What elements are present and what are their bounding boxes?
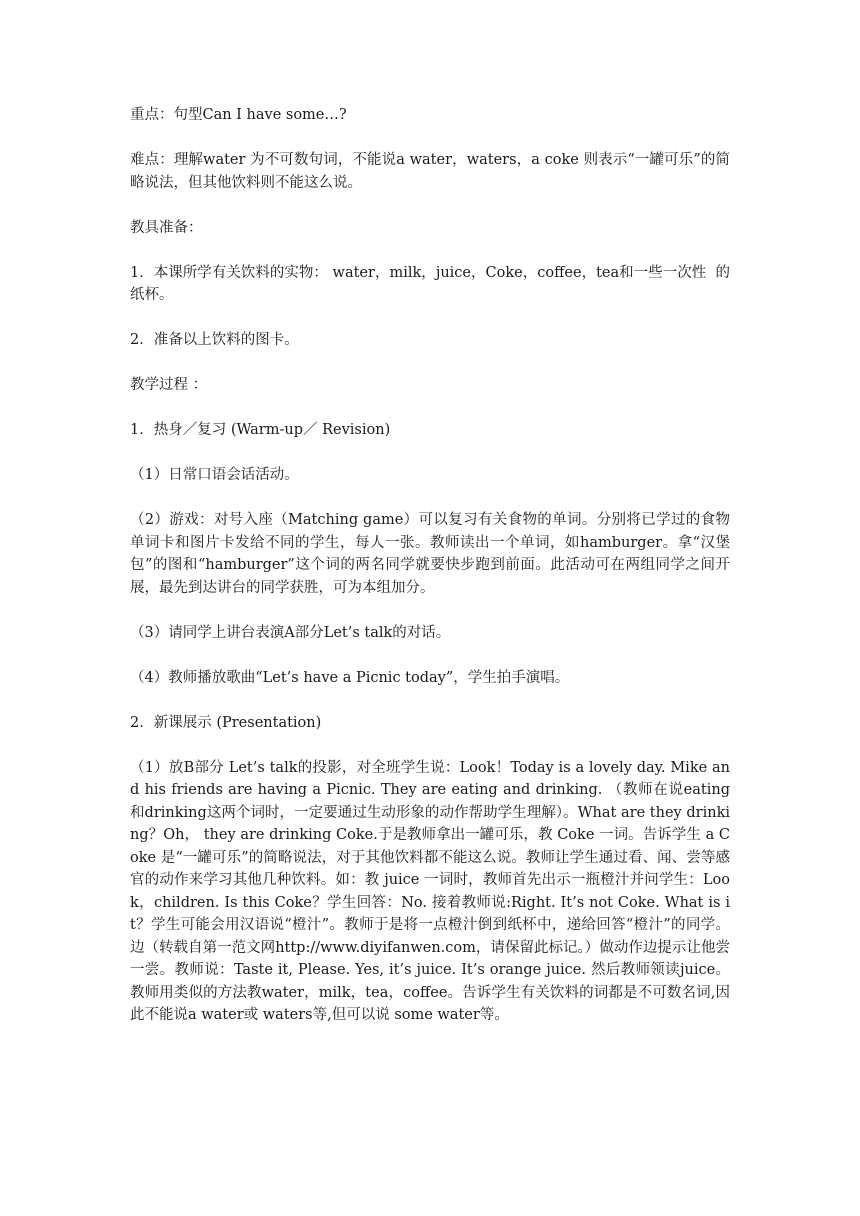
teaching-aids-item-1: 1．本课所学有关饮料的实物： water，milk，juice，Coke，coffee，tea和一些一次性 的纸杯。: [130, 264, 730, 303]
warmup-step-4: （4）教师播放歌曲“Let’s have a Picnic today”，学生拍手演唱。: [130, 669, 570, 686]
presentation-step-1: （1）放B部分 Let’s talk的投影，对全班学生说：Look！Today is a lovely day. Mike and his friends are having a Picnic. They are eating and drinking. （教师在说eating和drinking这两个词时，一定要通过生动形象的动作帮助学生理解）。What are they drinking？Oh， they are drinking Coke.于是教师拿出一罐可乐，教 Coke 一词。告诉学生 a Coke 是“一罐可乐”的简略说法，对于其他饮料都不能这么说。教师让学生通过看、闻、尝等感官的动作来学习其他几种饮料。如：教 juice 一词时，教师首先出示一瓶橙汁并问学生：Look，children. Is this Coke？学生回答：No. 接着教师说:Right. It’s not Coke. What is it？学生可能会用汉语说“橙汁”。教师于是将一点橙汁倒到纸杯中，递给回答“橙汁”的同学。边（转载自第一范文网http://www.diyifanwen.com，请保留此标记。）做动作边提示让他尝一尝。教师说：Taste it, Please. Yes, it’s juice. It’s orange juice. 然后教师领读juice。教师用类似的方法教water，milk，tea，coffee。告诉学生有关饮料的词都是不可数名词,因此不能说a water或 waters等,但可以说 some water等。: [130, 759, 730, 1023]
document-page: [130, 104, 730, 1049]
teaching-process-heading: 教学过程 ：: [130, 377, 208, 393]
warmup-step-1: （1）日常口语会话活动。: [130, 467, 299, 483]
teaching-aids-heading: 教具准备：: [130, 219, 203, 236]
warmup-section-heading: 1．热身／复习 (Warm-up／ Revision): [130, 422, 391, 438]
teaching-aids-item-2: 2．准备以上饮料的图卡。: [130, 332, 299, 348]
warmup-step-3: （3）请同学上讲台表演A部分Let’s talk的对话。: [130, 624, 451, 641]
presentation-section-heading: 2．新课展示 (Presentation): [130, 714, 322, 731]
difficulty-paragraph: 难点：理解water 为不可数句词，不能说a water，waters，a coke 则表示“一罐可乐”的简略说法，但其他饮料则不能这么说。: [130, 152, 730, 191]
key-point-paragraph: 重点：句型Can I have some…?: [130, 107, 347, 123]
warmup-step-2: （2）游戏：对号入座（Matching game）可以复习有关食物的单词。分别将已学过的食物单词卡和图片卡发给不同的学生，每人一张。教师读出一个单词，如hamburger。拿“汉堡包”的图和“hamburger”这个词的两名同学就要快步跑到前面。此活动可在两组同学之间开展，最先到达讲台的同学获胜，可为本组加分。: [130, 512, 730, 596]
